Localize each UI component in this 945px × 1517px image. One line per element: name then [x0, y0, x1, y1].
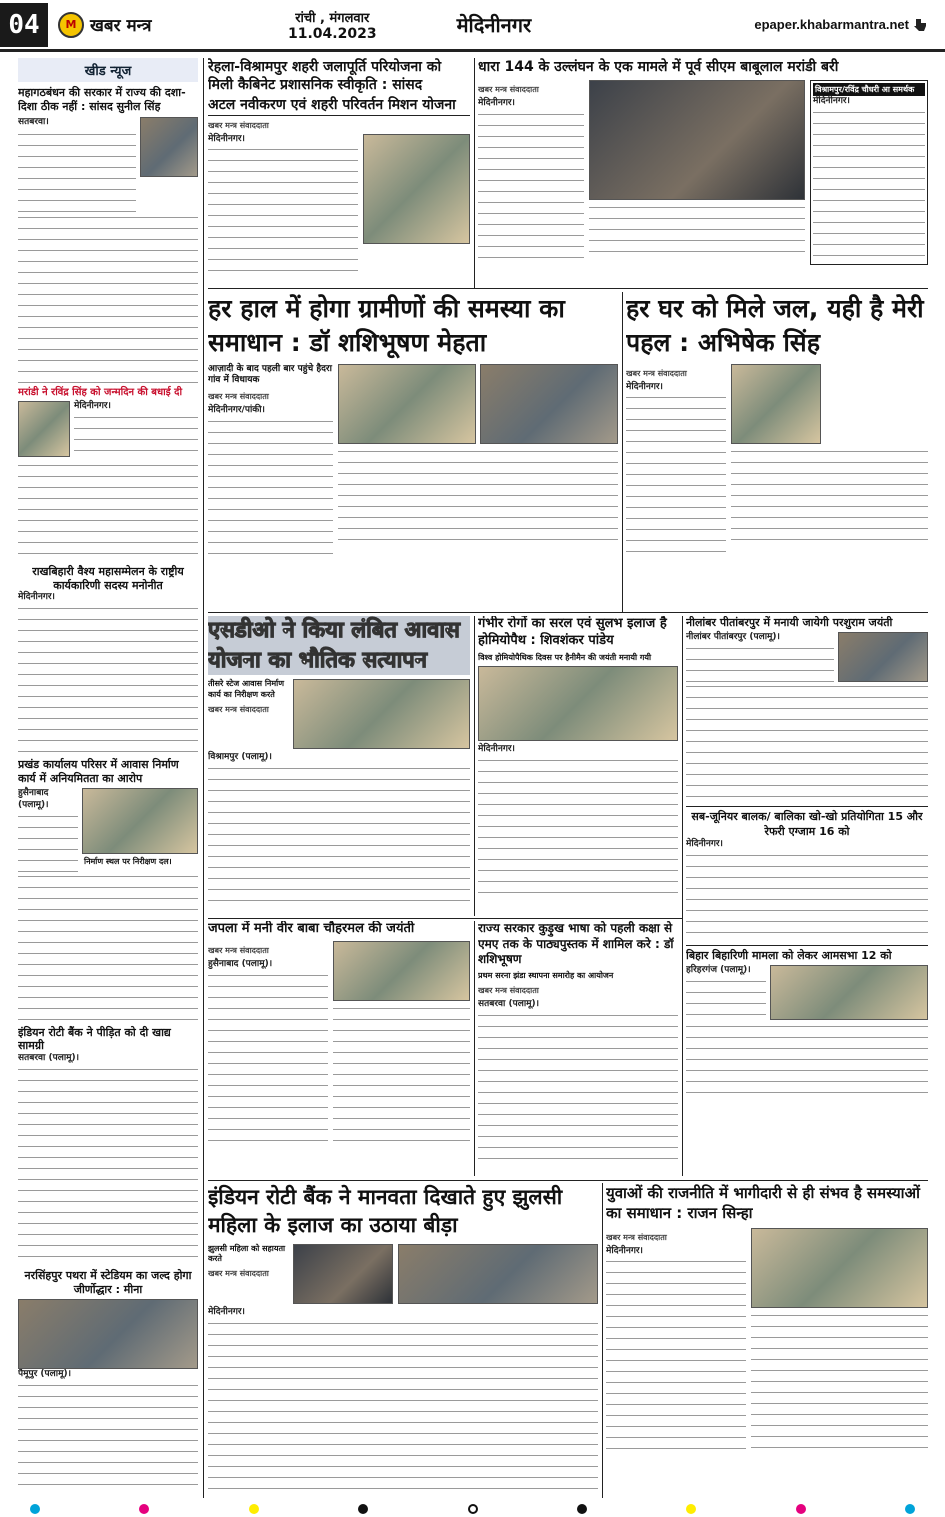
jayanti-byline: खबर मन्त्र संवाददाता: [208, 945, 269, 955]
abhishek-body: मेदिनीनगर।: [626, 382, 726, 559]
section-title: खीड न्यूज: [18, 58, 198, 82]
abhishek-byline: खबर मन्त्र संवाददाता: [626, 368, 687, 378]
construction-site-photo: [82, 788, 198, 854]
brand-name: खबर मन्त्र: [90, 16, 152, 36]
shashibhushan-byline: खबर मन्त्र संवाददाता: [208, 391, 269, 401]
abhishek-headline: हर घर को मिले जल, यही है मेरी पहल : अभिषेक सिंह: [626, 294, 924, 357]
sidebar-headline-3: राखबिहारी वैश्य महासम्मेलन के राष्ट्रीय कार्यकारिणी सदस्य मनोनीत: [32, 564, 184, 592]
parshuram-body-2: [686, 682, 928, 802]
sidebar-headline-1: महागठबंधन की सरकार में राज्य की दशा-दिशा ठीक नहीं : सांसद सुनील सिंह: [18, 86, 186, 113]
sidebar-story-6-body: [18, 1381, 198, 1491]
black-dot-icon: [358, 1504, 368, 1514]
kurukh-byline: खबर मन्त्र संवाददाता: [478, 985, 539, 995]
black-dot-icon: [577, 1504, 587, 1514]
awas-body: विश्रामपुर (पलामू)।: [208, 752, 470, 904]
sidebar-story-2-body: [18, 461, 198, 561]
yellow-dot-icon: [686, 1504, 696, 1514]
date-line-date: 11.04.2023: [288, 25, 377, 42]
awas-inspection-photo: [293, 679, 470, 749]
villagers-photo: [480, 364, 618, 444]
roti-hospital-photo-2: [398, 1244, 598, 1304]
yuva-body: मेदिनीनगर।: [606, 1246, 746, 1458]
crosshair-icon: [468, 1504, 478, 1514]
jayanti-body: हुसैनाबाद (पलामू)।: [208, 959, 328, 1151]
shashibhushan-body-2: [338, 447, 618, 542]
sidebar-story-3: मेदिनीनगर।: [18, 592, 55, 603]
sidebar-story-5: सतबरवा (पलामू)।: [18, 1053, 80, 1063]
jayanti-body-2: [333, 1004, 470, 1144]
babulal-body: मेदिनीनगर।: [478, 98, 584, 265]
kho-body: मेदिनीनगर।: [686, 839, 928, 941]
cyan-dot-icon: [30, 1504, 40, 1514]
date-line-weekday: रांची , मंगलवार: [295, 10, 370, 26]
registration-marks: [0, 1501, 945, 1517]
construction-photo-caption: निर्माण स्थल पर निरीक्षण दल।: [82, 854, 198, 869]
bihar-body-2: [686, 1022, 928, 1102]
abhishek-portrait: [731, 364, 821, 444]
sidebar-story-2: मेदिनीनगर।: [74, 401, 198, 461]
water-byline: खबर मन्त्र संवाददाता: [208, 120, 269, 130]
village-meeting-photo: [338, 364, 476, 444]
homeo-body: मेदिनीनगर।: [478, 744, 678, 896]
kurukh-kicker: प्रथम सरना झंडा स्थापना समारोह का आयोजन: [478, 970, 614, 980]
water-body: मेदिनीनगर।: [208, 134, 358, 276]
masthead: [0, 0, 945, 52]
parshuram-meeting-photo: [838, 632, 928, 682]
babulal-body-2: [589, 203, 805, 258]
brand: [58, 12, 208, 38]
sidebox-head: विश्रामपुर/रविंद्र चौधरी आ समर्थक: [813, 83, 925, 96]
sidebar-column: [18, 58, 198, 1498]
magenta-dot-icon: [796, 1504, 806, 1514]
epaper-link[interactable]: [754, 17, 927, 32]
right-shorts-column: [686, 616, 928, 1176]
water-subhead: अटल नवीकरण एवं शहरी परिवर्तन मिशन योजना: [208, 96, 470, 115]
roti-body: मेदिनीनगर।: [208, 1307, 598, 1489]
mp-photo: [363, 134, 470, 244]
story-abhishek: [626, 292, 928, 612]
sidebar-headline-2: मरांडी ने रविंद्र सिंह को जन्मदिन की बधाई दी: [18, 386, 183, 398]
water-headline: रेहला-विश्रामपुर शहरी जलापूर्ति परियोजना को मिली कैबिनेट प्रशासनिक स्वीकृति : सांसद: [208, 59, 442, 94]
jayanti-photo: [333, 941, 470, 1001]
sidebar-story-5-body: [18, 1065, 198, 1265]
homeo-subhead: विश्व होमियोपैथिक दिवस पर हैनीमैन की जयंती मनायी गयी: [478, 652, 652, 662]
homeo-headline: गंभीर रोगों का सरल एवं सुलभ इलाज है होमियोपैथ : शिवशंकर पांडेय: [478, 616, 667, 648]
sidebar-story-1: सतबरवा।: [18, 117, 136, 213]
yellow-dot-icon: [249, 1504, 259, 1514]
roti-photo-caption: झुलसी महिला को सहायता करते: [208, 1243, 286, 1264]
brand-logo-icon: M: [58, 12, 84, 38]
stadium-photo: [18, 1299, 198, 1369]
magenta-dot-icon: [139, 1504, 149, 1514]
yuva-byline: खबर मन्त्र संवाददाता: [606, 1232, 667, 1242]
roti-byline: खबर मन्त्र संवाददाता: [208, 1269, 269, 1279]
cyan-dot-icon: [905, 1504, 915, 1514]
awas-byline: खबर मन्त्र संवाददाता: [208, 705, 269, 715]
bihar-meeting-photo: [770, 965, 928, 1020]
sidebar-headline-4: प्रखंड कार्यालय परिसर में आवास निर्माण कार्य में अनियमितता का आरोप: [18, 758, 179, 785]
shashibhushan-headline: हर हाल में होगा ग्रामीणों की समस्या का समाधान : डॉ शशिभूषण मेहता: [208, 294, 565, 357]
sidebar-story-1-body: [18, 213, 198, 383]
babulal-byline: खबर मन्त्र संवाददाता: [478, 85, 539, 95]
shashibhushan-kicker: आज़ादी के बाद पहली बार पहुंचे हैदरा गांव में विधायक: [208, 363, 332, 386]
babulal-headline: धारा 144 के उल्लंघन के एक मामले में पूर्व सीएम बाबूलाल मरांडी बरी: [478, 59, 839, 75]
epaper-url: epaper.khabarmantra.net: [754, 17, 909, 32]
story-awas: [208, 616, 470, 916]
yuva-headline: युवाओं की राजनीति में भागीदारी से ही संभव है समस्याओं का समाधान : राजन सिन्हा: [606, 1184, 920, 1223]
story-babulal: [478, 58, 928, 283]
sidebox-body: मेदिनीनगर।: [813, 96, 925, 258]
sidebar-story-6: पैमूपुर (पलामू)।: [18, 1369, 71, 1380]
story-shashibhushan: [208, 292, 618, 612]
shashibhushan-body: मेदिनीनगर/पांकी।: [208, 405, 333, 562]
story-roti-bank: [208, 1183, 598, 1498]
parshuram-body: नीलांबर पीतांबरपुर (पलामू)।: [686, 632, 834, 682]
kurukh-headline: राज्य सरकार कुड़ुख भाषा को पहली कक्षा से एमए तक के पाठ्यपुस्तक में शामिल करे : डॉ शशिभूषण: [478, 921, 674, 967]
bihar-body: हरिहरगंज (पलामू)।: [686, 965, 766, 1022]
homeo-event-photo: [478, 666, 678, 741]
babulal-sidebox: [810, 80, 928, 265]
bihar-headline: बिहार बिहारिणी मामला को लेकर आमसभा 12 को: [686, 945, 928, 963]
yuva-photo: [751, 1228, 928, 1308]
page-number: 04: [0, 3, 48, 47]
sidebar-headline-5: इंडियन रोटी बैंक ने पीड़ित को दी खाद्य सामग्री: [18, 1025, 171, 1053]
abhishek-body-2: [731, 447, 928, 547]
story-chauharmal: [208, 921, 470, 1176]
edition-city: मेदिनीनगर: [456, 13, 532, 37]
sidebar-story-4-body: [18, 872, 198, 1022]
awas-headline: एसडीओ ने किया लंबित आवास योजना का भौतिक सत्यापन: [208, 616, 470, 675]
sidebar-story-3-body: [18, 604, 198, 754]
story-homeopathy: [478, 616, 678, 916]
jayanti-headline: जपला में मनी वीर बाबा चौहरमल की जयंती: [208, 921, 415, 936]
sidebar-story-4: हुसैनाबाद (पलामू)।: [18, 788, 78, 872]
kurukh-body: सतबरवा (पलामू)।: [478, 999, 678, 1161]
story-yuva: [606, 1183, 928, 1498]
babulal-court-photo: [589, 80, 805, 200]
yuva-body-2: [751, 1311, 928, 1451]
roti-headline: इंडियन रोटी बैंक ने मानवता दिखाते हुए झुलसी महिला के इलाज का उठाया बीड़ा: [208, 1185, 563, 1238]
awas-photo-caption: तीसरे स्टेज आवास निर्माण कार्य का निरीक्षण करते: [208, 679, 285, 699]
date-block: [288, 8, 377, 42]
parshuram-headline: नीलांबर पीतांबरपुर में मनायी जायेगी परशुराम जयंती: [686, 616, 893, 629]
story-water-supply: [208, 58, 470, 283]
mp-portrait: [140, 117, 198, 177]
story-kurukh: [478, 921, 678, 1176]
pointer-hand-icon: [913, 18, 927, 32]
leader-portrait: [18, 401, 70, 457]
roti-hospital-photo-1: [293, 1244, 393, 1304]
kho-headline: सब-जूनियर बालक/ बालिका खो-खो प्रतियोगिता 15 और रेफरी एग्जाम 16 को: [686, 806, 928, 839]
sidebar-headline-6: नरसिंहपुर पथरा में स्टेडियम का जल्द होगा जीर्णोद्धार : मीना: [24, 1268, 192, 1296]
